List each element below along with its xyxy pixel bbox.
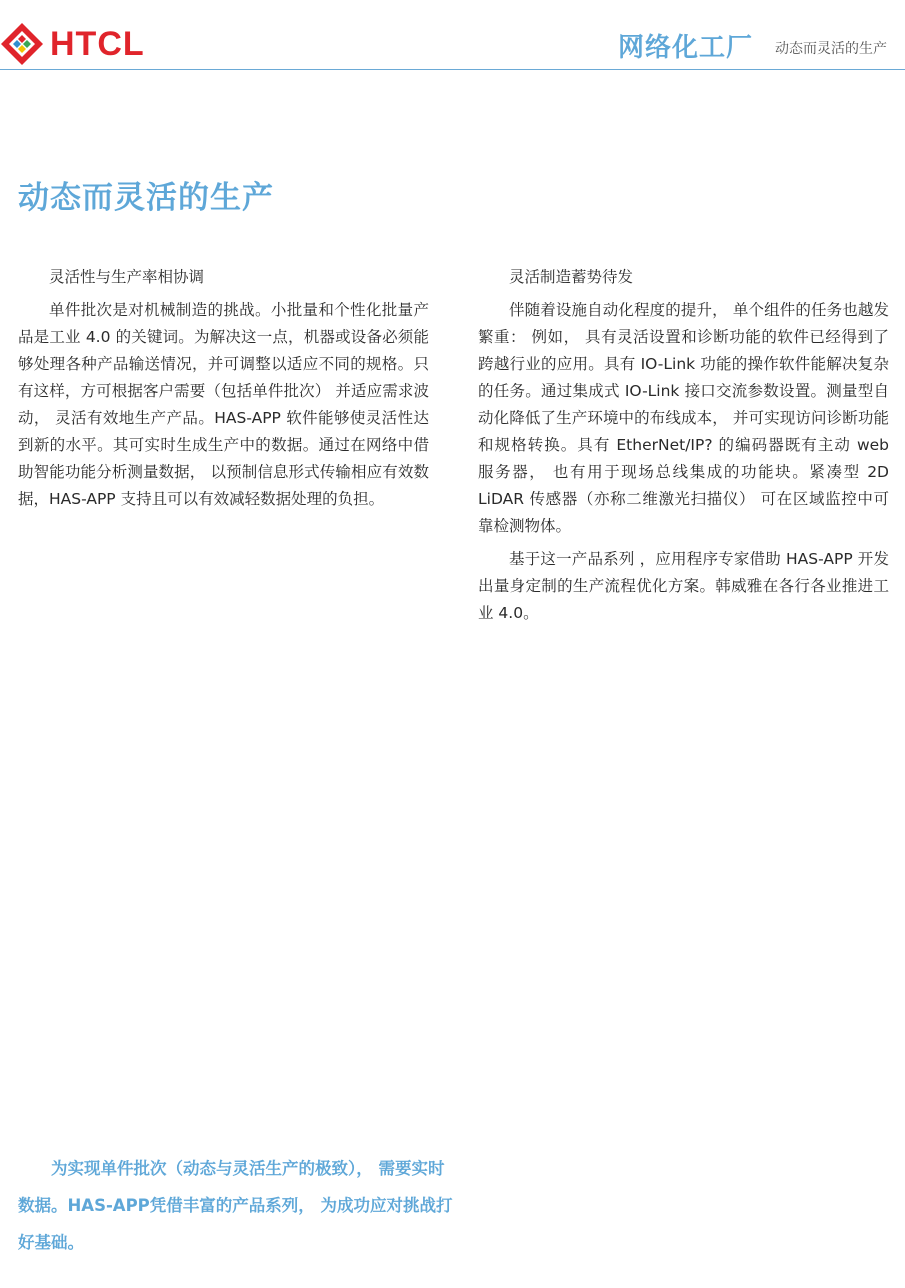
pull-quote: 为实现单件批次（动态与灵活生产的极致）， 需要实时数据。HAS-APP凭借丰富的产品系列， 为成功应对挑战打好基础。 bbox=[18, 1159, 453, 1252]
right-column-heading: 灵活制造蓄势待发 bbox=[509, 268, 634, 286]
left-column bbox=[18, 264, 429, 519]
htcl-logo bbox=[0, 22, 145, 66]
left-column-heading: 灵活性与生产率相协调 bbox=[49, 268, 205, 286]
right-column bbox=[478, 264, 889, 633]
header-title: 网络化工厂 bbox=[618, 33, 754, 63]
left-paragraph-1: 单件批次是对机械制造的挑战。小批量和个性化批量产品是工业 4.0 的关键词。为解决这一点，机器或设备必须能够处理各种产品输送情况，并可调整以适应不同的规格。只有这样，方可根据客户需要（包括单件批次） 并适应需求波动， 灵活有效地生产产品。HAS-APP 软件能够使灵活性达到新的水平。其可实时生成生产中的数据。通过在网络中借助智能功能分析测量数据， 以预制信息形式传输相应有效数据，HAS-APP 支持且可以有效减轻数据处理的负担。 bbox=[18, 301, 429, 508]
page-title: 动态而灵活的生产 bbox=[18, 180, 274, 216]
header-divider bbox=[0, 69, 905, 70]
header-subtitle: 动态而灵活的生产 bbox=[775, 41, 887, 57]
logo-diamond-icon bbox=[0, 22, 44, 66]
right-paragraph-2: 基于这一产品系列 ，应用程序专家借助 HAS-APP 开发出量身定制的生产流程优化方案。韩威雅在各行各业推进工业 4.0。 bbox=[478, 550, 889, 622]
right-paragraph-1: 伴随着设施自动化程度的提升， 单个组件的任务也越发繁重： 例如， 具有灵活设置和诊断功能的软件已经得到了跨越行业的应用。具有 IO-Link 功能的操作软件能解决复杂的任务。通过集成式 IO-Link 接口交流参数设置。测量型自动化降低了生产环境中的布线成本， 并可实现访问诊断功能和规格转换。具有 EtherNet/IP? 的编码器既有主动 web 服务器， 也有用于现场总线集成的功能块。紧凑型 2D LiDAR 传感器（亦称二维激光扫描仪） 可在区域监控中可靠检测物体。 bbox=[478, 301, 889, 535]
page-header bbox=[0, 0, 905, 70]
logo-text: HTCL bbox=[50, 25, 145, 63]
